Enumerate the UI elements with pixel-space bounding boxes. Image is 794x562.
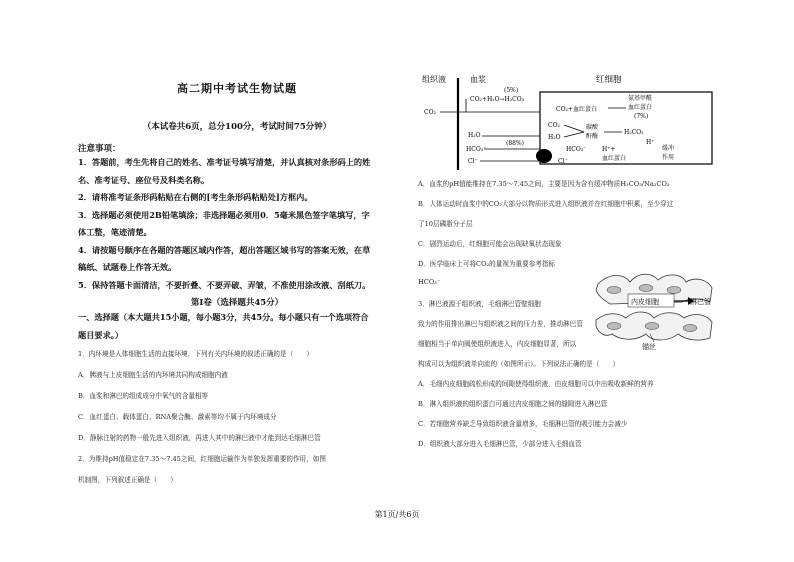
label-carbamino: 氨基甲酰 — [628, 95, 653, 102]
question-line: 2．为维持pH值稳定在7.35～7.45之间，红细胞运输作为单独发挥重要的作用，如图 — [78, 455, 326, 463]
label-hco3-mid: HCO₃⁻ — [566, 146, 587, 153]
label-anchor: 锚丝 — [642, 343, 656, 350]
label-endothelial: 内皮细胞 — [631, 298, 659, 306]
transporter-protein — [536, 149, 552, 163]
label-pct5: (5%) — [504, 87, 519, 94]
label-h2o-left: H₂O — [468, 132, 481, 139]
question-list — [78, 344, 396, 491]
label-plasma: 血浆 — [470, 75, 486, 84]
label-hb3: 血红蛋白 — [602, 155, 627, 162]
label-co2: CO₂ — [424, 109, 436, 116]
label-capillary: 淋巴管 — [690, 298, 711, 306]
question-line: B．人体运动时血浆中的CO₂大部分以物质形式进入组织液并在红细胞中积累，至少穿过 — [418, 200, 674, 208]
question-line: 细胞相当于单向阀使组织液进入，内皮细胞显著，所以 — [418, 340, 577, 348]
label-buffer: 缓冲 — [662, 145, 675, 152]
exam-title: 高二期中考试生物试题 — [177, 82, 297, 95]
label-h2co3: H₂CO₃ — [624, 129, 644, 136]
question-line: A．胰液与上皮细胞生活的内环境共同构成细胞内液 — [78, 371, 228, 379]
section-instruction: 题目要求。） — [78, 330, 124, 340]
question-line: B．血浆和淋巴的组成成分中氧气的含量相等 — [78, 392, 209, 400]
label-rbc: 红细胞 — [596, 75, 622, 85]
label-hb-hhb: H⁺+ — [602, 146, 616, 153]
question-line: C．若细胞营养缺乏导致组织液含量增多，毛细淋巴管的吸引能力会减少 — [418, 420, 628, 428]
question-line: D．组织液大部分进入毛细淋巴管，少部分进入毛细血管 — [418, 440, 582, 448]
lymph-capillary-diagram — [590, 268, 720, 350]
label-tissue-fluid: 组织液 — [422, 75, 446, 84]
section-instruction: 一、选择题（本大题共15小题，每小题3分，共45分。每小题只有一个选项符合 — [78, 312, 369, 322]
question-line: 1．内环境是人体细胞生活的直接环境，下列有关内环境的叙述正确的是（ ） — [78, 350, 313, 358]
label-co2-hb: CO₂+血红蛋白 — [556, 106, 597, 113]
label-anhydrase2: 酐酶 — [586, 133, 599, 140]
note-line: 4．请按题号顺序在各题的答题区域内作答，超出答题区域书写的答案无效，在草 — [78, 244, 371, 255]
rbc-box — [540, 92, 712, 164]
question-line: 构成可以为组织液单向流的（如图所示）。下列说法正确的是（ ） — [418, 360, 620, 368]
question-line: A．毛细内皮细胞疏松形成的间隙使得组织液，由皮细胞可以中出吸收新鲜的营养 — [418, 380, 654, 388]
label-eq1: CO₂+H₂O→H₂CO₃ — [470, 96, 525, 103]
left-column — [78, 78, 396, 491]
label-co2-in: CO₂ — [548, 122, 560, 129]
question-line: D．静脉注射的药物一般先进入组织液，再进入其中的淋巴液中才能到达毛细淋巴管 — [78, 434, 321, 442]
label-pct88: (88%) — [506, 140, 525, 147]
label-pct7: (7%) — [634, 113, 649, 120]
notes-heading: 注意事项： — [78, 144, 121, 154]
label-buffer2: 作用 — [662, 154, 675, 161]
note-line: 稿纸、试题卷上作答无效。 — [78, 262, 177, 272]
question-line: 了10层磷脂分子层 — [418, 220, 473, 228]
question-line: 3．淋巴液源于组织液，毛细淋巴管壁细胞 — [418, 300, 541, 308]
label-hb2: 血红蛋白 — [628, 104, 653, 111]
page-footer: 第1页/共6页 — [374, 510, 420, 519]
question-line: A．血浆的pH值能维持在7.35～7.45之间，主要是因为含有缓冲物质H₂CO₃/Na₂CO₃ — [418, 180, 670, 188]
label-hco3-left: HCO₃⁻ — [466, 146, 487, 153]
note-line: 名、准考证号、座位号及科类名称。 — [78, 174, 210, 185]
label-h2o-in: H₂O — [548, 134, 561, 141]
exam-subtitle: （本试卷共6页，总分100分，考试时间75分钟） — [142, 122, 332, 132]
question-line: C．剧烈运动后，红细胞可能会出现缺氧状态现象 — [418, 240, 562, 248]
rbc-buffer-diagram — [418, 70, 718, 170]
note-line: 1．答题前，考生先将自己的姓名、准考证号填写清楚，并认真核对条形码上的姓 — [78, 157, 371, 167]
question-line: 致力的作用排出淋巴与组织液之间的压力差，推动淋巴管 — [418, 320, 583, 328]
question-line: HCO₃⁻ — [418, 278, 441, 286]
note-line: 体工整，笔迹清楚。 — [78, 227, 152, 237]
notes-list — [78, 154, 396, 294]
label-h-plus: H⁺ — [646, 139, 655, 146]
label-cl-right: Cl⁻ — [558, 158, 568, 165]
section-title: 第Ⅰ卷（选择题共45分） — [190, 298, 284, 308]
label-cl-left: Cl⁻ — [468, 158, 478, 165]
note-line: 2．请将准考证条形码粘贴在右侧的[考生条形码粘贴处]方框内。 — [78, 192, 313, 202]
label-anhydrase: 碳酸 — [586, 124, 599, 131]
question-line: D．医学临床上可将CO₂的量视为重要参考指标 — [418, 260, 556, 268]
question-line: B．淋入组织液的组织蛋白可通过内皮细胞之间的缝隙进入淋巴管 — [418, 400, 608, 408]
note-line: 3．选择题必须使用2B铅笔填涂；非选择题必须用0．5毫米黑色签字笔填写，字 — [78, 209, 370, 220]
note-line: 5．保持答题卡面清洁，不要折叠、不要弄破、弄皱，不准使用涂改液、刮纸刀。 — [78, 279, 371, 290]
question-line: 机制图，下列叙述正确是（ ） — [78, 476, 177, 484]
question-line: C．血红蛋白、载体蛋白、RNA聚合酶、激素等均不属于内环境成分 — [78, 413, 277, 421]
